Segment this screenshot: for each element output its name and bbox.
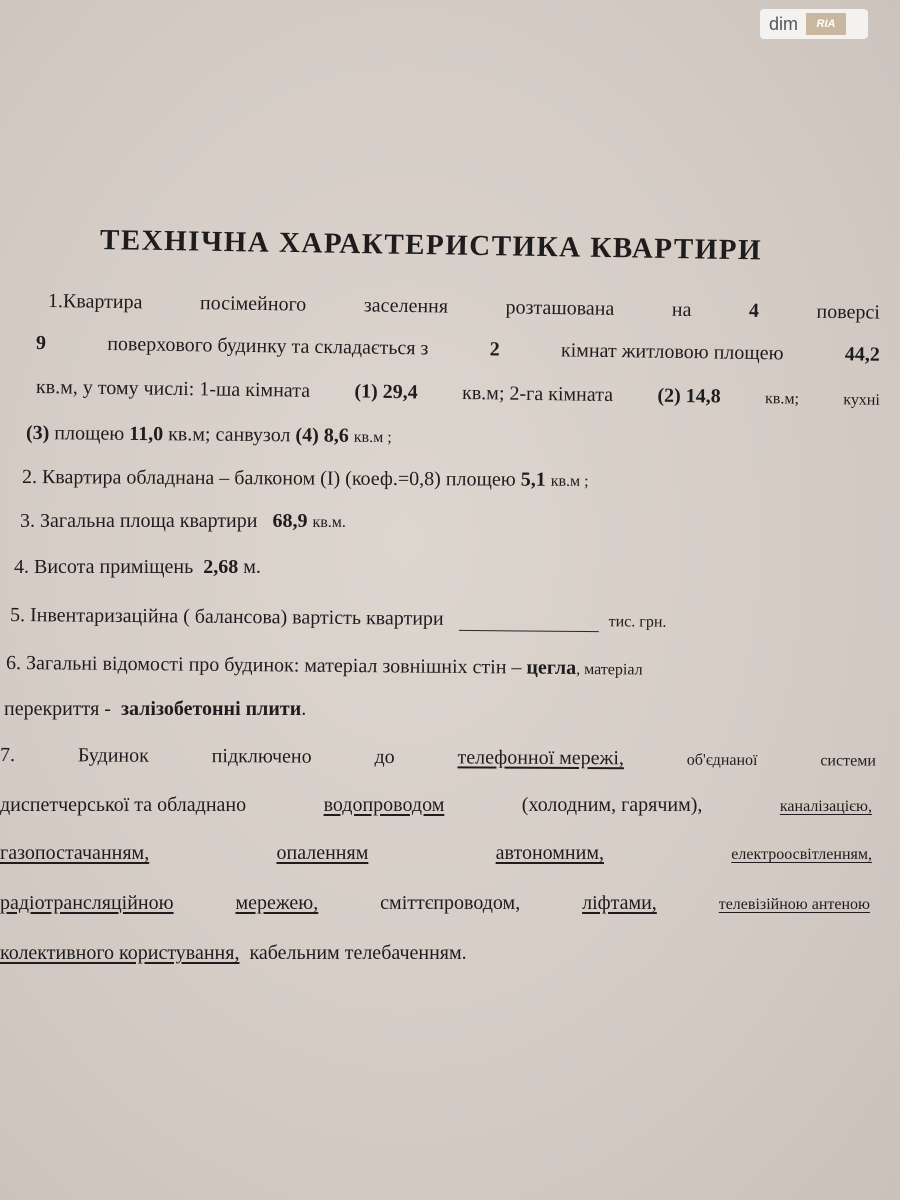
- dim-ria-watermark: [760, 9, 868, 39]
- p7-l2-sewage: каналізацією,: [779, 798, 872, 815]
- p1-l4-text: площею: [54, 422, 125, 445]
- p7-l1-w6: системи: [820, 752, 876, 770]
- p6-l2-text: перекриття -: [4, 698, 111, 720]
- p4-height: 2,68: [203, 556, 239, 578]
- p1-line-4: [26, 422, 392, 448]
- p6-line-2: [4, 698, 306, 721]
- p7-l1-w2: підключено: [211, 745, 312, 768]
- p1-l2-living-area: 44,2: [844, 343, 881, 366]
- p4-unit: м.: [243, 556, 261, 578]
- p1-line-1: [48, 290, 880, 325]
- p4-text: 4. Висота приміщень: [14, 556, 194, 578]
- p1-l1-w4: на: [671, 298, 692, 321]
- p6-line-1: [6, 652, 643, 681]
- p7-l3-gas: газопостачанням,: [0, 842, 150, 864]
- p5-line: [10, 604, 667, 633]
- p4-line: [14, 556, 261, 579]
- p1-l3-room2: (2) 14,8: [657, 384, 721, 408]
- ria-logo: RIA: [806, 13, 846, 35]
- p1-l3-kitchen: кухні: [843, 391, 881, 409]
- p7-l3-heating: опаленням: [276, 842, 369, 864]
- p3-text: 3. Загальна площа квартири: [20, 510, 258, 532]
- p6-l2-slabs: залізобетонні плити: [120, 698, 302, 720]
- p7-l4-radio: радіотрансляційною: [0, 892, 174, 914]
- p7-l2-w0: диспетчерської та обладнано: [0, 794, 247, 816]
- p1-l1-w1: посімейного: [199, 292, 307, 316]
- p1-l3-unit: кв.м;: [764, 390, 800, 408]
- p3-line: [20, 510, 346, 533]
- p6-l1-material: , матеріал: [576, 660, 643, 679]
- p1-l4-unit: кв.м ;: [353, 428, 392, 447]
- p7-l4-tv: телевізійною антеною: [718, 896, 870, 913]
- p5-blank-line: [459, 612, 599, 632]
- watermark-text: dim: [769, 13, 799, 34]
- p7-line-4: [0, 892, 870, 915]
- p1-l1-w3: розташована: [505, 296, 615, 320]
- p7-l1-w5: об'єднаної: [686, 751, 758, 769]
- p7-l3-electric: електроосвітленням,: [731, 846, 872, 863]
- p7-l2-w2: (холодним, гарячим),: [521, 794, 703, 816]
- p7-line-5: [0, 942, 467, 965]
- p1-l1-w6: поверсі: [816, 300, 881, 324]
- p5-text: 5. Інвентаризаційна ( балансова) вартість квартири: [9, 604, 444, 630]
- p5-unit: тис. грн.: [608, 613, 667, 631]
- p7-l5-cable: кабельним телебаченням.: [249, 942, 467, 964]
- p7-l4-garbage: сміттєпроводом,: [380, 892, 521, 914]
- p2-balcony-area: 5,1: [520, 468, 546, 491]
- p7-l1-w3: до: [374, 745, 395, 769]
- p7-line-1: [0, 744, 876, 772]
- p7-l1-phone: телефонної мережі,: [457, 746, 625, 770]
- p3-unit: кв.м.: [312, 514, 346, 531]
- document-title: ТЕХНІЧНА ХАРАКТЕРИСТИКА КВАРТИРИ: [99, 224, 763, 267]
- p1-l3-room1: (1) 29,4: [354, 380, 418, 404]
- p1-l2-rooms: 2: [489, 338, 500, 361]
- p1-l3-text2: кв.м; 2-га кімната: [461, 381, 614, 407]
- p1-l4-text2: кв.м; санвузол: [168, 423, 291, 447]
- p1-l2-text2: кімнат житловою площею: [560, 339, 784, 365]
- p7-l4-network: мережею,: [235, 892, 319, 914]
- p2-text: 2. Квартира обладнана – балконом (І) (коеф.=0,8) площею: [21, 466, 516, 491]
- p1-l2-text: поверхового будинку та складається з: [107, 332, 429, 360]
- p1-l1-w2: заселення: [363, 294, 449, 318]
- p1-l4-kitchen-num: (3): [25, 422, 50, 445]
- p2-unit: кв.м ;: [550, 472, 589, 490]
- p7-l4-elevators: ліфтами,: [582, 892, 657, 914]
- p1-l3-text: кв.м, у тому числі: 1-ша кімната: [35, 376, 311, 402]
- p6-l1-text: 6. Загальні відомості про будинок: матеріал зовнішніх стін –: [5, 652, 522, 679]
- p2-line: [22, 466, 589, 492]
- p1-line-3: [36, 376, 880, 411]
- p7-l1-w1: Будинок: [77, 744, 149, 767]
- p7-l2-water: водопроводом: [323, 794, 445, 816]
- p7-line-2: [0, 794, 872, 817]
- p1-l4-bathroom: (4) 8,6: [295, 424, 349, 447]
- p1-l2-floors: 9: [35, 332, 47, 355]
- p1-l1-floor: 4: [748, 299, 760, 322]
- p1-l1-w0: 1.Квартира: [47, 290, 143, 314]
- p7-l1-w0: 7.: [0, 744, 16, 767]
- p3-total-area: 68,9: [272, 510, 308, 532]
- p1-line-2: [36, 332, 880, 367]
- p7-l3-autonomous: автономним,: [495, 842, 604, 864]
- p1-l4-kitchen-area: 11,0: [129, 422, 164, 446]
- p7-l5-collective: колективного користування,: [0, 942, 240, 964]
- p7-line-3: [0, 842, 872, 865]
- p6-l2-dot: .: [301, 698, 307, 720]
- p6-l1-brick: цегла: [526, 656, 577, 679]
